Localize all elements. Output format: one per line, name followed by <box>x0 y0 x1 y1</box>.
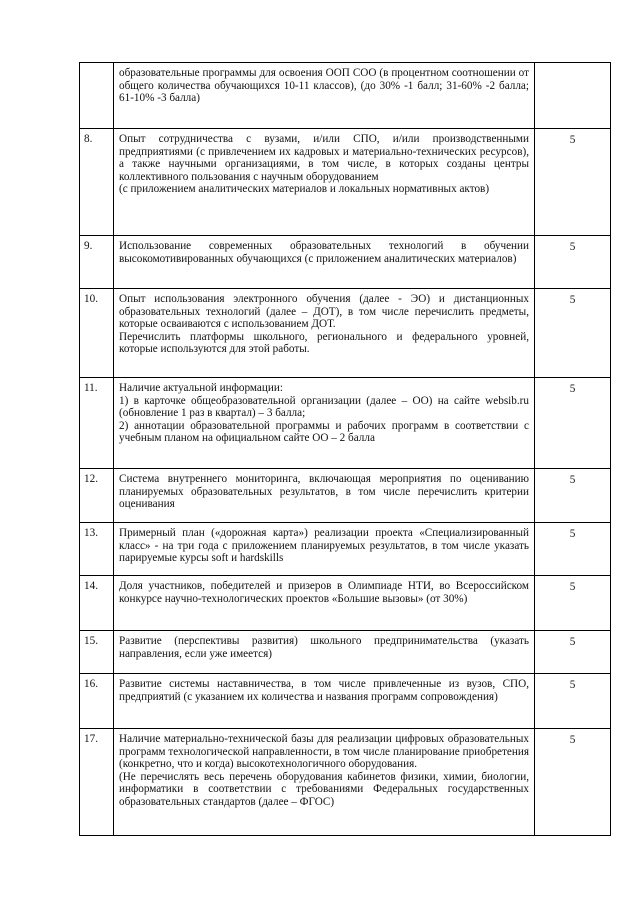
criterion-paragraph: Доля участников, победителей и призеров в Олимпиаде НТИ, во Всероссийском конкурсе научно-технологических проектов «Большие вызовы» (от 30%) <box>119 580 529 605</box>
criterion-paragraph: Развитие (перспективы развития) школьного предпринимательства (указать направления, если уже имеется) <box>119 635 529 660</box>
table-row <box>80 523 611 576</box>
criterion-text <box>114 236 535 289</box>
criterion-text <box>114 129 535 236</box>
table-row <box>80 289 611 378</box>
max-score: 5 <box>535 469 611 523</box>
max-score <box>535 63 611 129</box>
row-number <box>80 63 114 129</box>
table-row <box>80 129 611 236</box>
criterion-text <box>114 378 535 469</box>
criterion-text <box>114 289 535 378</box>
row-number: 11. <box>80 378 114 469</box>
criterion-paragraph: Опыт использования электронного обучения (далее - ЭО) и дистанционных образовательных технологий (далее – ДОТ), в том числе перечислить предметы, которые осваиваются с использованием ДОТ. <box>119 293 529 331</box>
table-row <box>80 236 611 289</box>
max-score: 5 <box>535 523 611 576</box>
max-score: 5 <box>535 729 611 836</box>
max-score: 5 <box>535 674 611 729</box>
criterion-text <box>114 63 535 129</box>
criterion-text <box>114 469 535 523</box>
max-score: 5 <box>535 576 611 631</box>
criterion-paragraph: 1) в карточке общеобразовательной организации (далее – ОО) на сайте websib.ru (обновление 1 раз в квартал) – 3 балла; <box>119 394 529 420</box>
criterion-text <box>114 674 535 729</box>
table-row <box>80 674 611 729</box>
table-row <box>80 729 611 836</box>
table-row <box>80 63 611 129</box>
row-number: 10. <box>80 289 114 378</box>
table-row <box>80 378 611 469</box>
criterion-paragraph: (с приложением аналитических материалов и локальных нормативных актов) <box>119 183 490 196</box>
row-number: 9. <box>80 236 114 289</box>
row-number: 16. <box>80 674 114 729</box>
max-score: 5 <box>535 289 611 378</box>
row-number: 12. <box>80 469 114 523</box>
row-number: 17. <box>80 729 114 836</box>
criterion-paragraph: Опыт сотрудничества с вузами, и/или СПО, и/или производственными предприятиями (с привлечением их кадровых и материально-технических ресурсов), а также научными организациями, в том числе, в которых созданы центры коллективного пользования с научным оборудованием <box>119 133 529 183</box>
table-row <box>80 576 611 631</box>
criterion-paragraph: образовательные программы для освоения ООП СОО (в процентном соотношении от общего количества обучающихся 10-11 классов), (до 30% -1 балл; 31-60% -2 балла; 61-10% -3 балла) <box>119 67 529 105</box>
criterion-paragraph: Наличие материально-технической базы для реализации цифровых образовательных программ технологической направленности, в том числе планирование приобретения (конкретно, что и когда) высокотехнологичного оборудования. <box>119 733 529 771</box>
criterion-paragraph: Система внутреннего мониторинга, включающая мероприятия по оцениванию планируемых образовательных результатов, в том числе перечислить критерии оценивания <box>119 473 529 511</box>
row-number: 8. <box>80 129 114 236</box>
criterion-text <box>114 576 535 631</box>
max-score: 5 <box>535 631 611 674</box>
criterion-paragraph: Наличие актуальной информации: <box>119 382 283 394</box>
max-score: 5 <box>535 378 611 469</box>
table-row <box>80 469 611 523</box>
row-number: 13. <box>80 523 114 576</box>
criteria-table <box>79 62 611 836</box>
criterion-paragraph: Перечислить платформы школьного, регионального и федерального уровней, которые используются для этой работы. <box>119 330 529 356</box>
max-score: 5 <box>535 236 611 289</box>
table-row <box>80 631 611 674</box>
row-number: 15. <box>80 631 114 674</box>
criterion-text <box>114 729 535 836</box>
max-score: 5 <box>535 129 611 236</box>
criterion-text <box>114 523 535 576</box>
criterion-text <box>114 631 535 674</box>
criterion-paragraph: Примерный план («дорожная карта») реализации проекта «Специализированный класс» - на три года с приложением планируемых результатов, в том числе указать парируемые курсы soft и hardskills <box>119 527 529 565</box>
criterion-paragraph: Использование современных образовательных технологий в обучении высокомотивированных обучающихся (с приложением аналитических материалов) <box>119 240 529 265</box>
criterion-paragraph: Развитие системы наставничества, в том числе привлеченные из вузов, СПО, предприятий (с указанием их количества и названия программ сопровождения) <box>119 678 529 703</box>
criterion-paragraph: (Не перечислять весь перечень оборудования кабинетов физики, химии, биологии, информатики в соответствии с требованиями Федеральных государственных образовательных стандартов (далее – ФГОС) <box>119 770 529 808</box>
criterion-paragraph: 2) аннотации образовательной программы и рабочих программ в соответствии с учебным планом на официальном сайте ОО – 2 балла <box>119 419 529 445</box>
row-number: 14. <box>80 576 114 631</box>
